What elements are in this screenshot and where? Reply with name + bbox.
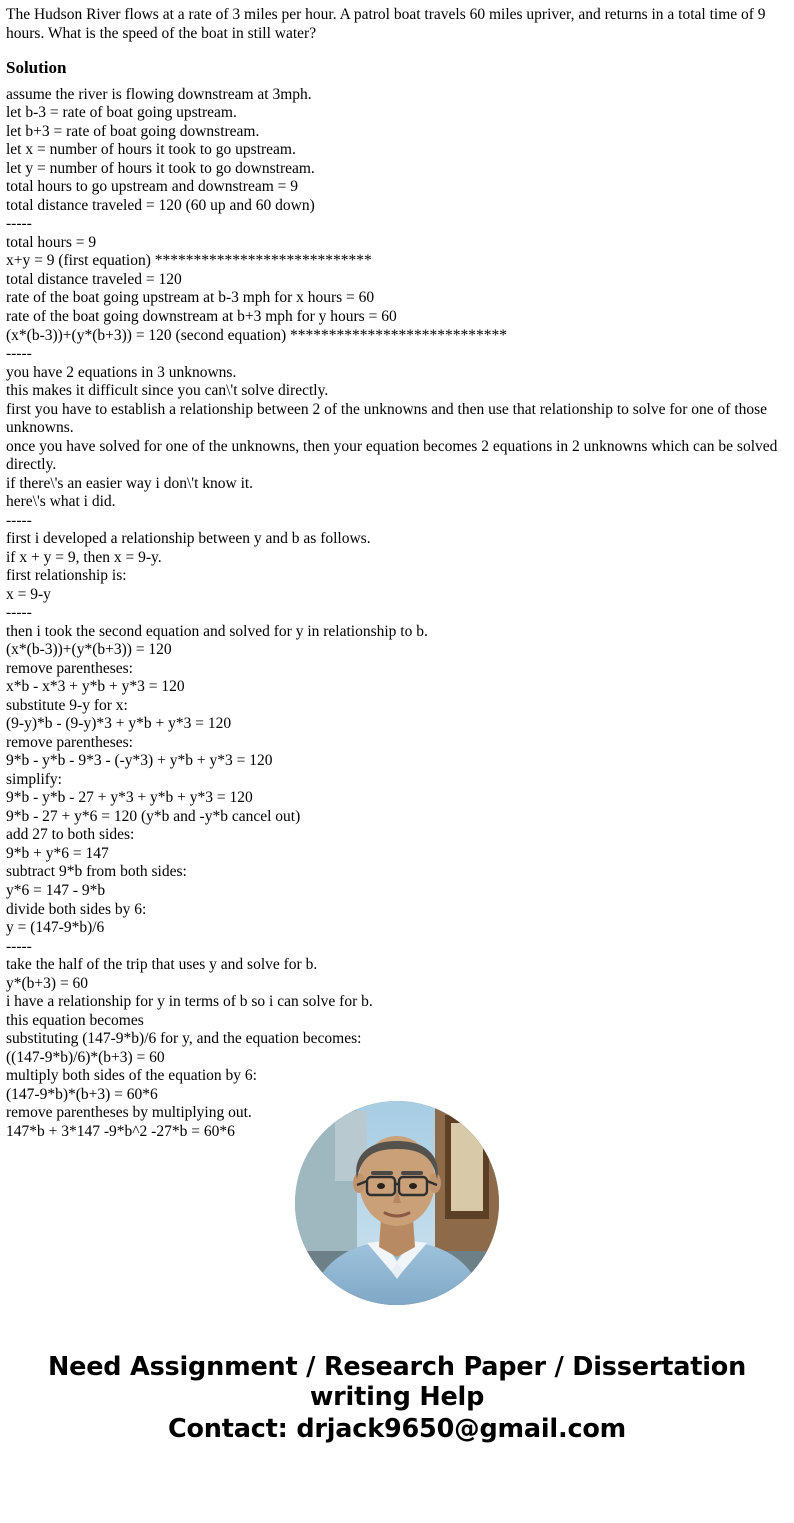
solution-line: (147-9*b)*(b+3) = 60*6 — [6, 1085, 158, 1103]
solution-line: first you have to establish a relationship between 2 of the unknowns and then use that relationship to solve for one of those unknowns. — [6, 400, 771, 437]
solution-line: you have 2 equations in 3 unknowns. — [6, 363, 237, 381]
solution-line: ----- — [6, 604, 32, 622]
solution-line: ((147-9*b)/6)*(b+3) = 60 — [6, 1048, 165, 1066]
solution-body — [0, 86, 794, 1141]
profile-photo-icon — [295, 1101, 499, 1305]
solution-line: remove parentheses: — [6, 733, 133, 751]
solution-line: if there\'s an easier way i don\'t know it. — [6, 474, 254, 492]
solution-line: total distance traveled = 120 (60 up and 60 down) — [6, 196, 315, 214]
solution-body-clip — [0, 85, 794, 1140]
footer-contact: Contact: drjack9650@gmail.com — [167, 1414, 627, 1445]
solution-line: i have a relationship for y in terms of b so i can solve for b. — [6, 993, 373, 1011]
solution-line: (x*(b-3))+(y*(b+3)) = 120 — [6, 641, 172, 659]
solution-line: here\'s what i did. — [6, 493, 116, 511]
solution-line: once you have solved for one of the unknowns, then your equation becomes 2 equations in 2 unknowns which can be solved directly. — [6, 437, 782, 474]
solution-line: ----- — [6, 345, 32, 363]
solution-line: rate of the boat going upstream at b-3 mph for x hours = 60 — [6, 289, 375, 307]
footer-heading — [0, 1353, 794, 1413]
solution-line: divide both sides by 6: — [6, 900, 147, 918]
solution-line: total hours to go upstream and downstream = 9 — [6, 178, 298, 196]
solution-line: 147*b + 3*147 -9*b^2 -27*b = 60*6 — [6, 1122, 235, 1140]
solution-line: let b+3 = rate of boat going downstream. — [6, 122, 260, 140]
solution-line: this equation becomes — [6, 1011, 144, 1029]
solution-line: total distance traveled = 120 — [6, 270, 182, 288]
solution-line: let x = number of hours it took to go upstream. — [6, 141, 296, 159]
solution-line: 9*b - 27 + y*6 = 120 (y*b and -y*b cancel out) — [6, 807, 301, 825]
solution-line: x = 9-y — [6, 585, 51, 603]
solution-heading: Solution — [6, 57, 67, 77]
solution-line: first i developed a relationship between y and b as follows. — [6, 530, 371, 548]
solution-line: 9*b - y*b - 9*3 - (-y*3) + y*b + y*3 = 120 — [6, 752, 273, 770]
solution-line: substitute 9-y for x: — [6, 696, 128, 714]
solution-line: ----- — [6, 511, 32, 529]
solution-line: x*b - x*3 + y*b + y*3 = 120 — [6, 678, 185, 696]
solution-line: remove parentheses by multiplying out. — [6, 1104, 252, 1122]
solution-line: simplify: — [6, 770, 62, 788]
solution-line: 9*b - y*b - 27 + y*3 + y*b + y*3 = 120 — [6, 789, 253, 807]
solution-line: y*(b+3) = 60 — [6, 974, 89, 992]
solution-line: rate of the boat going downstream at b+3 mph for y hours = 60 — [6, 308, 397, 325]
solution-line: ----- — [6, 215, 32, 233]
solution-line: assume the river is flowing downstream at 3mph. — [6, 85, 312, 103]
solution-line: ----- — [6, 937, 32, 955]
solution-line: let b-3 = rate of boat going upstream. — [6, 104, 237, 122]
problem-statement: The Hudson River flows at a rate of 3 miles per hour. A patrol boat travels 60 miles upriver, and returns in a total time of 9 hours. What is the speed of the boat in still water? — [6, 6, 766, 42]
footer-line-2: writing Help — [309, 1381, 485, 1412]
solution-line: y*6 = 147 - 9*b — [6, 881, 106, 899]
solution-line: y = (147-9*b)/6 — [6, 919, 105, 937]
solution-line: first relationship is: — [6, 567, 127, 585]
solution-line: substituting (147-9*b)/6 for y, and the equation becomes: — [6, 1030, 362, 1048]
solution-line: multiply both sides of the equation by 6: — [6, 1067, 257, 1085]
solution-line: this makes it difficult since you can\'t solve directly. — [6, 382, 329, 400]
solution-line: (9-y)*b - (9-y)*3 + y*b + y*3 = 120 — [6, 715, 232, 733]
solution-line: then i took the second equation and solved for y in relationship to b. — [6, 622, 428, 640]
solution-line: total hours = 9 — [6, 233, 97, 251]
solution-line: add 27 to both sides: — [6, 826, 135, 844]
solution-line: subtract 9*b from both sides: — [6, 863, 187, 881]
avatar — [295, 1101, 499, 1305]
solution-line: (x*(b-3))+(y*(b+3)) = 120 (second equation) **************************** — [6, 326, 508, 344]
solution-line: let y = number of hours it took to go downstream. — [6, 159, 315, 177]
footer-line-1: Need Assignment / Research Paper / Dissertation — [47, 1351, 747, 1382]
solution-line: x+y = 9 (first equation) **************************** — [6, 252, 372, 270]
solution-line: 9*b + y*6 = 147 — [6, 844, 109, 862]
solution-line: take the half of the trip that uses y and solve for b. — [6, 956, 318, 974]
solution-line: if x + y = 9, then x = 9-y. — [6, 548, 162, 566]
solution-line: remove parentheses: — [6, 659, 133, 677]
